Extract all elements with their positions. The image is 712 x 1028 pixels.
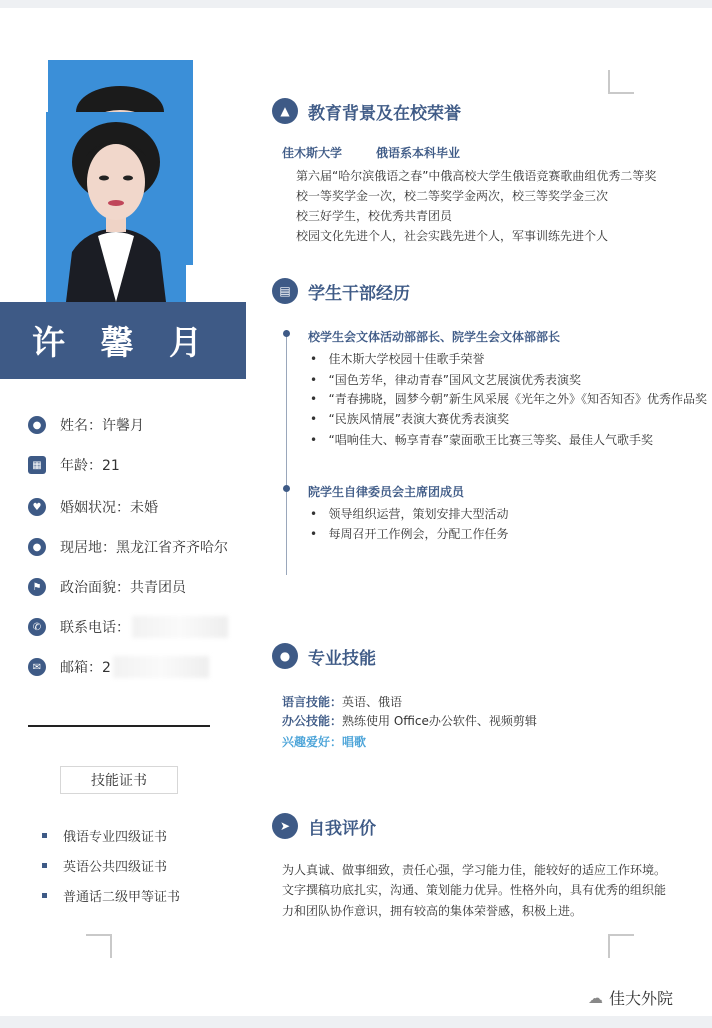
- id-card-icon: ▤: [272, 278, 298, 304]
- info-marital: [28, 494, 258, 520]
- certificate-item: [42, 826, 167, 845]
- cadre-role: 校学生会文体活动部部长、院学生会文体部部长: [308, 330, 561, 344]
- info-name: [28, 412, 258, 438]
- email-redacted: [113, 656, 209, 678]
- section-self-eval-title: [272, 813, 376, 839]
- info-marital-text: 婚姻状况：未婚: [60, 500, 158, 516]
- info-email: [28, 654, 258, 680]
- cadre-title-text: 学生干部经历: [308, 283, 410, 304]
- wechat-icon: ☁: [588, 988, 603, 1007]
- top-band: [0, 0, 712, 8]
- flag-icon: ⚑: [28, 578, 46, 596]
- name-banner: 许 馨 月: [0, 302, 246, 379]
- watermark: [588, 986, 673, 1009]
- cadre-bullet: • “唱响佳大、畅享青春”蒙面歌王比赛三等奖、最佳人气歌手奖: [310, 433, 653, 447]
- mail-icon: ✉: [28, 658, 46, 676]
- education-title-text: 教育背景及在校荣誉: [308, 103, 461, 124]
- cadre-bullet: • 每周召开工作例会，分配工作任务: [310, 527, 509, 541]
- section-education-title: [272, 98, 461, 124]
- info-age: [28, 452, 258, 478]
- cadre-role: 院学生自律委员会主席团成员: [308, 485, 465, 499]
- education-honor: 第六届“哈尔滨俄语之春”中俄高校大学生俄语竞赛歌曲组优秀二等奖: [296, 169, 657, 183]
- cadre-bullet: • 佳木斯大学校园十佳歌手荣誉: [310, 352, 485, 366]
- info-phone-label: 联系电话：: [60, 620, 130, 636]
- timeline-dot: [283, 485, 290, 492]
- cadre-bullet: • “青春拂晓，圆梦今朝”新生风采展《光年之外》《知否知否》优秀作品奖: [310, 392, 707, 406]
- self-eval-line: 文字撰稿功底扎实，沟通、策划能力优异。性格外向，具有优秀的组织能: [282, 883, 667, 897]
- certificate-text: 俄语专业四级证书: [63, 830, 168, 845]
- graduation-cap-icon: ▲: [272, 98, 298, 124]
- timeline-line: [286, 330, 287, 575]
- info-phone: [28, 614, 258, 640]
- cadre-bullet: • “民族风情展”表演大赛优秀表演奖: [310, 412, 509, 426]
- self-eval-line: 力和团队协作意识，拥有较高的集体荣誉感，积极上进。: [282, 904, 583, 918]
- skills-title-text: 专业技能: [308, 648, 376, 669]
- education-honor: 校一等奖学金一次，校二等奖学金两次，校三等奖学金三次: [296, 189, 609, 203]
- portrait-photo: [46, 112, 186, 302]
- corner-mark-top-right: [608, 70, 634, 94]
- info-political-text: 政治面貌：共青团员: [60, 580, 186, 596]
- user-icon: ●: [28, 416, 46, 434]
- corner-mark-bottom-left: [86, 934, 112, 958]
- skill-office: 办公技能：熟练使用 Office办公软件、视频剪辑: [282, 714, 537, 728]
- education-major: 俄语系本科毕业: [376, 146, 461, 160]
- certificates-heading: 技能证书: [60, 766, 178, 794]
- heart-icon: ♥: [28, 498, 46, 516]
- calendar-icon: ▦: [28, 456, 46, 474]
- info-location-text: 现居地：黑龙江省齐齐哈尔: [60, 540, 228, 556]
- info-location: [28, 534, 258, 560]
- cadre-bullet: • 领导组织运营，策划安排大型活动: [310, 507, 509, 521]
- info-email-label: 邮箱：2: [60, 660, 111, 676]
- corner-mark-bottom-right: [608, 934, 634, 958]
- info-name-text: 姓名：许馨月: [60, 418, 144, 434]
- cadre-bullet: • “国色芳华，律动青春”国风文艺展演优秀表演奖: [310, 373, 581, 387]
- education-honor: 校三好学生，校优秀共青团员: [296, 209, 453, 223]
- section-skills-title: [272, 643, 376, 669]
- location-pin-icon: ●: [28, 538, 46, 556]
- skill-language: 语言技能：英语、俄语: [282, 695, 403, 709]
- phone-icon: ✆: [28, 618, 46, 636]
- section-cadre-title: [272, 278, 410, 304]
- certificate-text: 普通话二级甲等证书: [63, 890, 181, 905]
- left-divider: [28, 725, 210, 727]
- skill-hobby: 兴趣爱好：唱歌: [282, 735, 367, 749]
- education-honor: 校园文化先进个人，社会实践先进个人，军事训练先进个人: [296, 229, 609, 243]
- watermark-text: 佳大外院: [609, 989, 674, 1008]
- certificate-text: 英语公共四级证书: [63, 860, 168, 875]
- timeline-dot: [283, 330, 290, 337]
- person-icon: ●: [272, 643, 298, 669]
- self-eval-title-text: 自我评价: [308, 818, 376, 839]
- education-school: 佳木斯大学: [282, 146, 343, 160]
- info-age-text: 年龄：21: [60, 458, 120, 474]
- certificate-item: [42, 856, 167, 875]
- paper-plane-icon: ➤: [272, 813, 298, 839]
- certificate-item: [42, 886, 180, 905]
- phone-redacted: [132, 616, 228, 638]
- info-political: [28, 574, 258, 600]
- self-eval-line: 为人真诚、做事细致，责任心强，学习能力佳，能较好的适应工作环境。: [282, 863, 667, 877]
